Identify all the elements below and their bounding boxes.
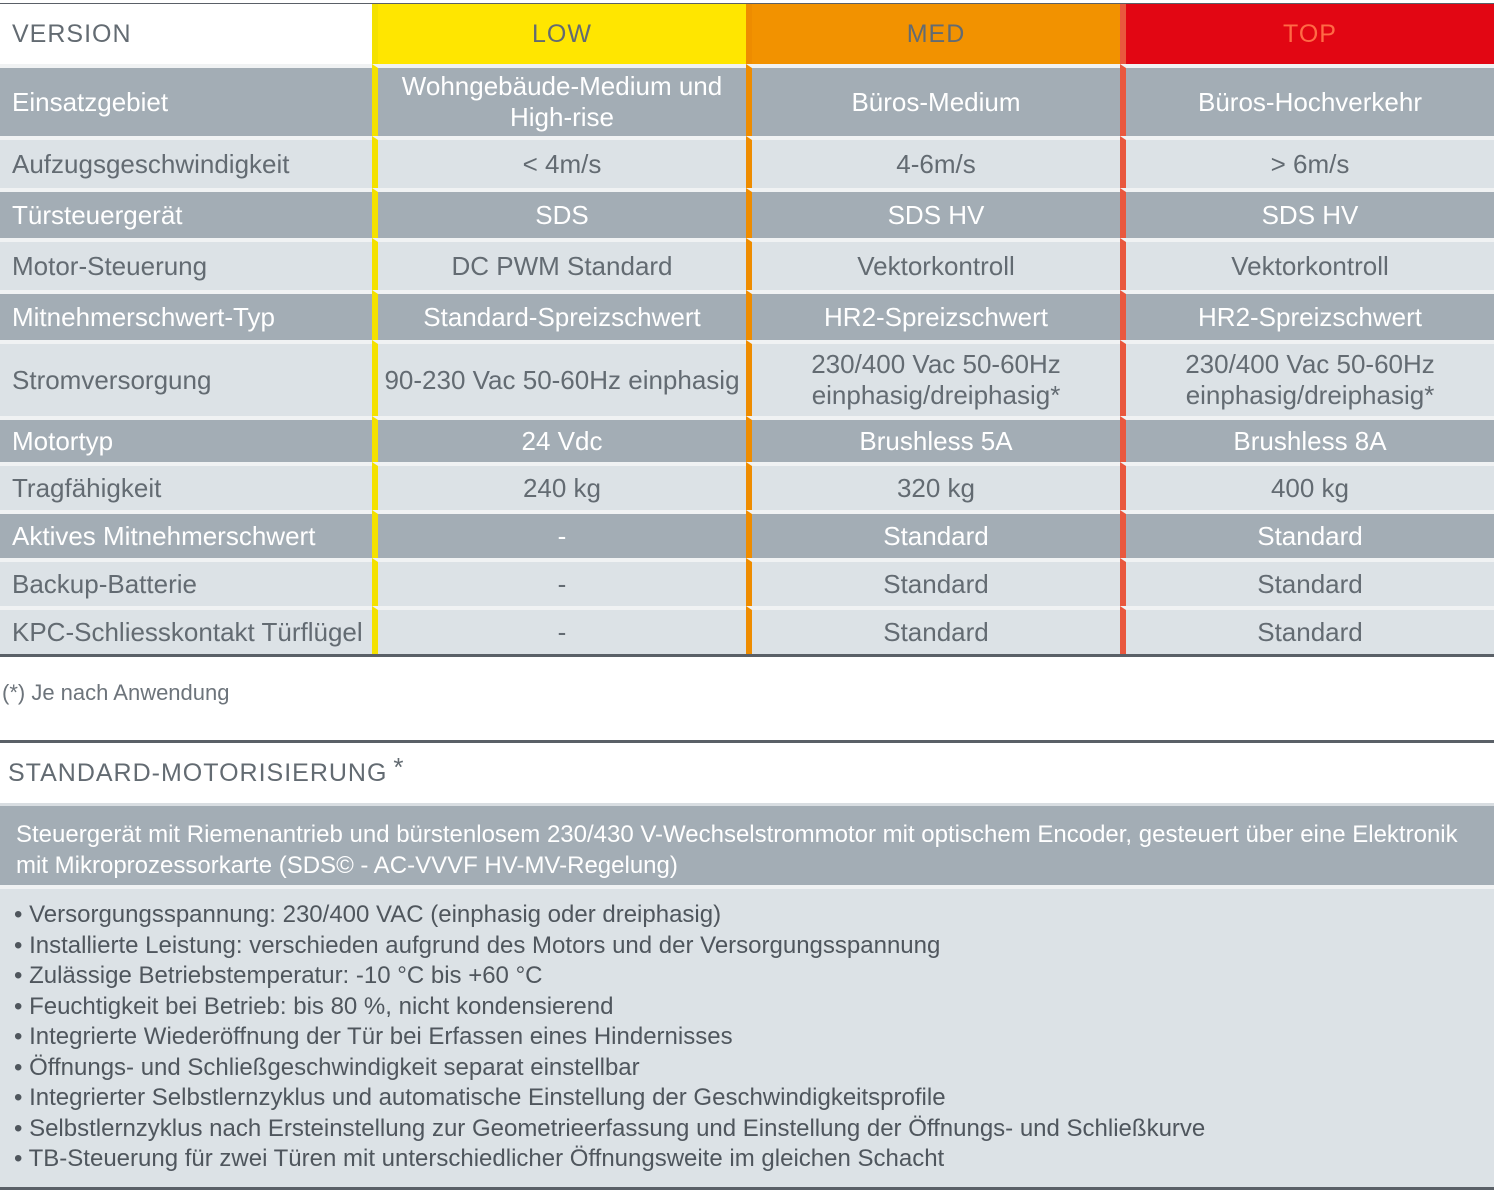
motor-title-mark: * [393, 751, 405, 782]
cell-med: Standard [746, 510, 1120, 558]
cell-low: < 4m/s [372, 136, 746, 188]
cell-label: Einsatzgebiet [0, 64, 372, 136]
cell-low: - [372, 558, 746, 606]
cell-label: Backup-Batterie [0, 558, 372, 606]
cell-low: Wohngebäude-Medium und High-rise [372, 64, 746, 136]
cell-low: - [372, 606, 746, 654]
feature-item: • Feuchtigkeit bei Betrieb: bis 80 %, nicht kondensierend [14, 992, 1482, 1023]
header-top: TOP [1120, 4, 1494, 64]
feature-item: • Öffnungs- und Schließgeschwindigkeit separat einstellbar [14, 1053, 1482, 1084]
motor-section-title [0, 743, 1494, 803]
cell-top: Standard [1120, 510, 1494, 558]
cell-label: Stromversorgung [0, 340, 372, 416]
table-row [0, 136, 1494, 188]
table-row [0, 340, 1494, 416]
cell-med: Brushless 5A [746, 416, 1120, 462]
header-version: VERSION [0, 4, 372, 64]
cell-med: Vektorkontroll [746, 238, 1120, 290]
motor-title-text: STANDARD-MOTORISIERUNG [8, 758, 388, 787]
cell-med: SDS HV [746, 188, 1120, 238]
header-low: LOW [372, 4, 746, 64]
cell-top: Standard [1120, 606, 1494, 654]
cell-label: Motortyp [0, 416, 372, 462]
table-body [0, 64, 1494, 657]
table-header-row [0, 4, 1494, 64]
table-row [0, 606, 1494, 657]
cell-label: Aufzugsgeschwindigkeit [0, 136, 372, 188]
feature-item: • Integrierte Wiederöffnung der Tür bei Erfassen eines Hindernisses [14, 1022, 1482, 1053]
cell-med: Büros-Medium [746, 64, 1120, 136]
cell-top: 230/400 Vac 50-60Hz einphasig/dreiphasig* [1120, 340, 1494, 416]
cell-low: SDS [372, 188, 746, 238]
feature-item: • Selbstlernzyklus nach Ersteinstellung zur Geometrieerfassung und Einstellung der Öffnungs- und Schließkurve [14, 1114, 1482, 1145]
cell-top: Vektorkontroll [1120, 238, 1494, 290]
cell-label: Türsteuergerät [0, 188, 372, 238]
cell-med: Standard [746, 606, 1120, 654]
cell-low: 24 Vdc [372, 416, 746, 462]
motor-description: Steuergerät mit Riemenantrieb und bürstenlosem 230/430 V-Wechselstrommotor mit optischem Encoder, gesteuert über eine Elektronik mit Mikroprozessorkarte (SDS© - AC-VVVF HV-MV-Regelung) [0, 803, 1494, 885]
feature-item: • Zulässige Betriebstemperatur: -10 °C bis +60 °C [14, 961, 1482, 992]
cell-top: > 6m/s [1120, 136, 1494, 188]
feature-item: • Versorgungsspannung: 230/400 VAC (einphasig oder dreiphasig) [14, 900, 1482, 931]
cell-low: 90-230 Vac 50-60Hz einphasig [372, 340, 746, 416]
table-row [0, 510, 1494, 558]
cell-label: Motor-Steuerung [0, 238, 372, 290]
feature-item: • TB-Steuerung für zwei Türen mit unterschiedlicher Öffnungsweite im gleichen Schacht [14, 1144, 1482, 1175]
header-med: MED [746, 4, 1120, 64]
spec-table [0, 4, 1494, 657]
table-row [0, 290, 1494, 340]
cell-label: Tragfähigkeit [0, 462, 372, 510]
table-row [0, 188, 1494, 238]
cell-top: SDS HV [1120, 188, 1494, 238]
table-row [0, 558, 1494, 606]
cell-med: HR2-Spreizschwert [746, 290, 1120, 340]
motor-feature-list [0, 885, 1494, 1190]
feature-item: • Installierte Leistung: verschieden aufgrund des Motors und der Versorgungsspannung [14, 931, 1482, 962]
cell-label: Aktives Mitnehmerschwert [0, 510, 372, 558]
footnote: (*) Je nach Anwendung [2, 680, 230, 705]
feature-item: • Integrierter Selbstlernzyklus und automatische Einstellung der Geschwindigkeitsprofile [14, 1083, 1482, 1114]
cell-low: 240 kg [372, 462, 746, 510]
table-row [0, 64, 1494, 136]
cell-label: Mitnehmerschwert-Typ [0, 290, 372, 340]
cell-med: 320 kg [746, 462, 1120, 510]
table-row [0, 462, 1494, 510]
cell-med: 230/400 Vac 50-60Hz einphasig/dreiphasig* [746, 340, 1120, 416]
motor-section [0, 740, 1494, 1190]
table-row [0, 238, 1494, 290]
cell-top: Standard [1120, 558, 1494, 606]
cell-top: HR2-Spreizschwert [1120, 290, 1494, 340]
table-row [0, 416, 1494, 462]
cell-low: DC PWM Standard [372, 238, 746, 290]
cell-top: Brushless 8A [1120, 416, 1494, 462]
cell-top: 400 kg [1120, 462, 1494, 510]
cell-top: Büros-Hochverkehr [1120, 64, 1494, 136]
cell-low: - [372, 510, 746, 558]
cell-label: KPC-Schliesskontakt Türflügel [0, 606, 372, 654]
cell-med: 4-6m/s [746, 136, 1120, 188]
cell-low: Standard-Spreizschwert [372, 290, 746, 340]
cell-med: Standard [746, 558, 1120, 606]
